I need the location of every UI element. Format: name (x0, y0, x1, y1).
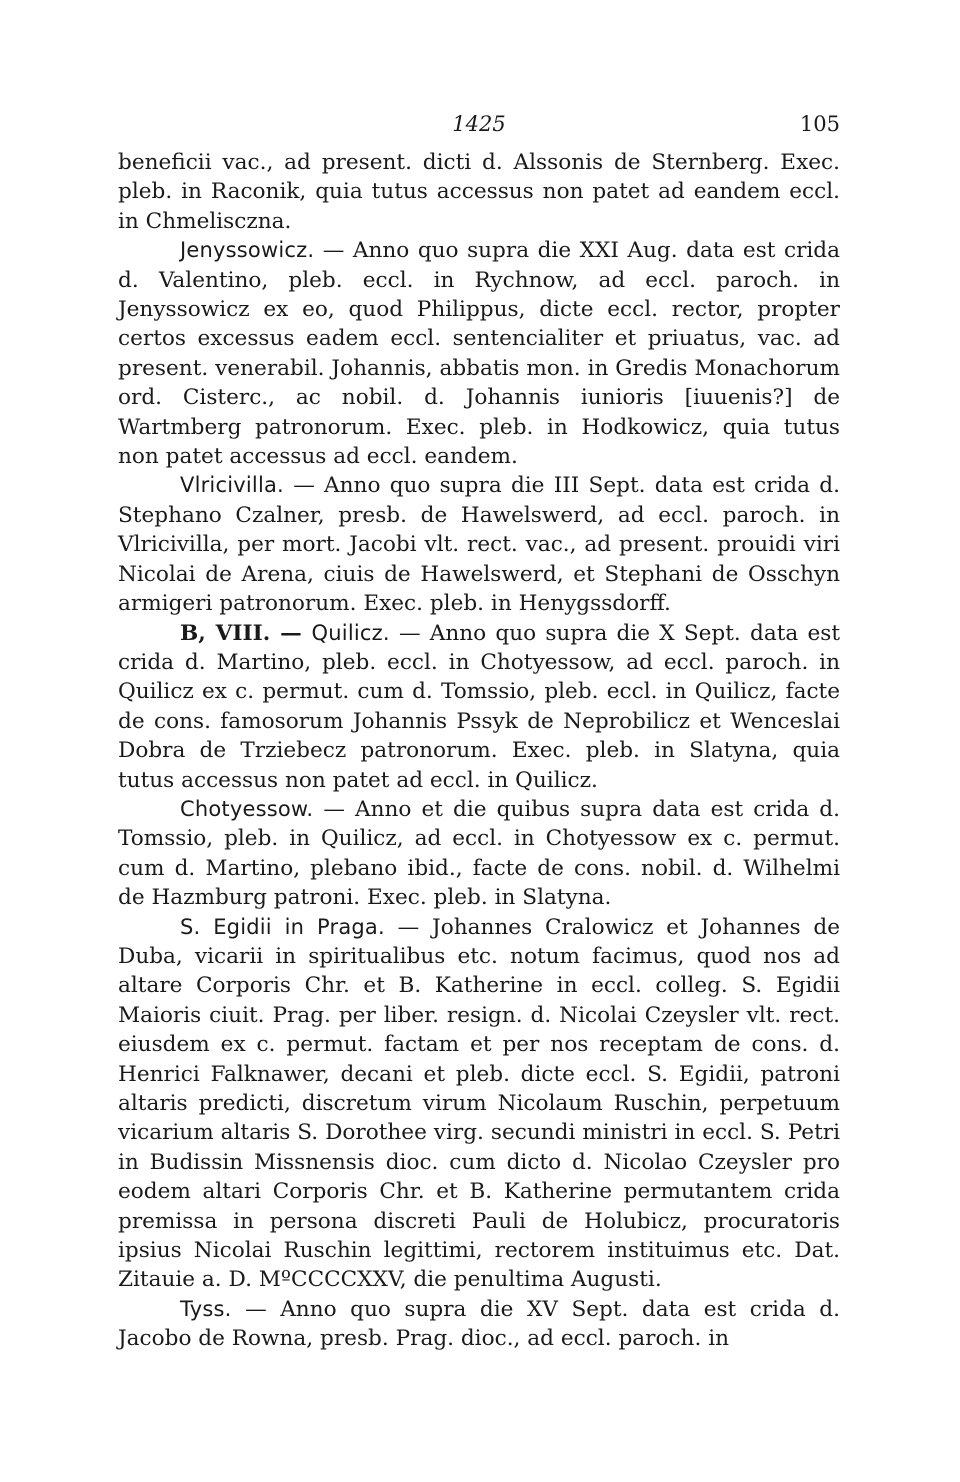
entry-text: — Johannes Cralowicz et Johannes de Duba, vicarii in spiritualibus etc. notum facimus, quod nos ad altare Corporis Chr. et B. Katherine in eccl. colleg. S. Egidii Maioris ciuit. Prag. per liber. resign. d. Nicolai Czeysler vlt. rect. eiusdem ex c. permut. factam et per nos receptam de cons. d. Henrici Falknawer, decani et pleb. dicte eccl. S. Egidii, patroni altaris predicti, discretum virum Nicolaum Ruschin, perpetuum vicarium altaris S. Dorothee virg. secundi ministri in eccl. S. Petri in Budissin Missnensis dioc. cum dicto d. Nicolao Czeysler pro eodem altari Corporis Chr. et B. Katherine permutantem crida premissa in persona discreti Pauli de Holubicz, procuratoris ipsius Nicolai Ruschin legittimi, rectorem instituimus etc. Dat. Zitauie a. D. MºCCCCXXV, die penultima Augusti. (118, 914, 840, 1293)
entry-vlricivilla (118, 471, 840, 618)
entry-text: — Anno quo supra die X Sept. data est crida d. Martino, pleb. eccl. in Chotyessow, ad eccl. paroch. in Quilicz ex c. permut. cum d. Tomssio, pleb. eccl. in Quilicz, facte de cons. famosorum Johannis Pssyk de Neprobilicz et Wenceslai Dobra de Trziebecz patronorum. Exec. pleb. in Slatyna, quia tutus accessus non patet ad eccl. in Quilicz. (118, 620, 840, 793)
page-number: 105 (799, 112, 840, 136)
entry-text: — Anno quo supra die III Sept. data est crida d. Stephano Czalner, presb. de Hawelswerd, ad eccl. paroch. in Vlricivilla, per mort. Jacobi vlt. rect. vac., ad present. prouidi viri Nicolai de Arena, ciuis de Hawelswerd, et Stephani de Osschyn armigeri patronorum. Exec. pleb. in Henygssdorff. (118, 473, 840, 617)
entry-chotyessow (118, 795, 840, 913)
entry-jenyssowicz (118, 236, 840, 471)
entry-heading: Chotyessow. (180, 796, 314, 821)
entry-heading: Jenyssowicz. (180, 238, 315, 263)
entry-continuation (118, 148, 840, 236)
entry-text: — Anno quo supra die XV Sept. data est crida d. Jacobo de Rowna, presb. Prag. dioc., ad eccl. paroch. in (118, 1296, 840, 1352)
running-header (118, 112, 840, 148)
entry-text: — Anno et die quibus supra data est crida d. Tomssio, pleb. in Quilicz, ad eccl. in Chotyessow ex c. permut. cum d. Martino, plebano ibid., facte de cons. nobil. d. Wilhelmi de Hazmburg patroni. Exec. pleb. in Slatyna. (118, 796, 840, 911)
entry-text: — Anno quo supra die XXI Aug. data est crida d. Valentino, pleb. eccl. in Rychnow, ad eccl. paroch. in Jenyssowicz ex eo, quod Philippus, dicte eccl. rector, propter certos excessus eadem eccl. sentencialiter et priuatus, vac. ad present. venerabil. Johannis, abbatis mon. in Gredis Monachorum ord. Cisterc., ac nobil. d. Johannis iunioris [iuuenis?] de Wartmberg patronorum. Exec. pleb. in Hodkowicz, quia tutus non patet accessus ad eccl. eandem. (118, 238, 840, 470)
entry-s-egidii (118, 913, 840, 1295)
entry-heading: Tyss. (180, 1296, 232, 1321)
entry-heading: S. Egidii in Praga. (180, 914, 385, 939)
entry-tyss (118, 1295, 840, 1354)
entry-siglum: B, VIII. — (180, 620, 312, 646)
entry-heading: Quilicz. (311, 620, 390, 645)
book-page (118, 112, 840, 1354)
entry-quilicz (118, 619, 840, 795)
entry-heading: Vlricivilla. (180, 473, 284, 498)
running-year: 1425 (452, 112, 506, 136)
entry-text: beneficii vac., ad present. dicti d. Alssonis de Sternberg. Exec. pleb. in Raconik, quia tutus accessus non patet ad eandem eccl. in Chmelisczna. (118, 150, 840, 234)
